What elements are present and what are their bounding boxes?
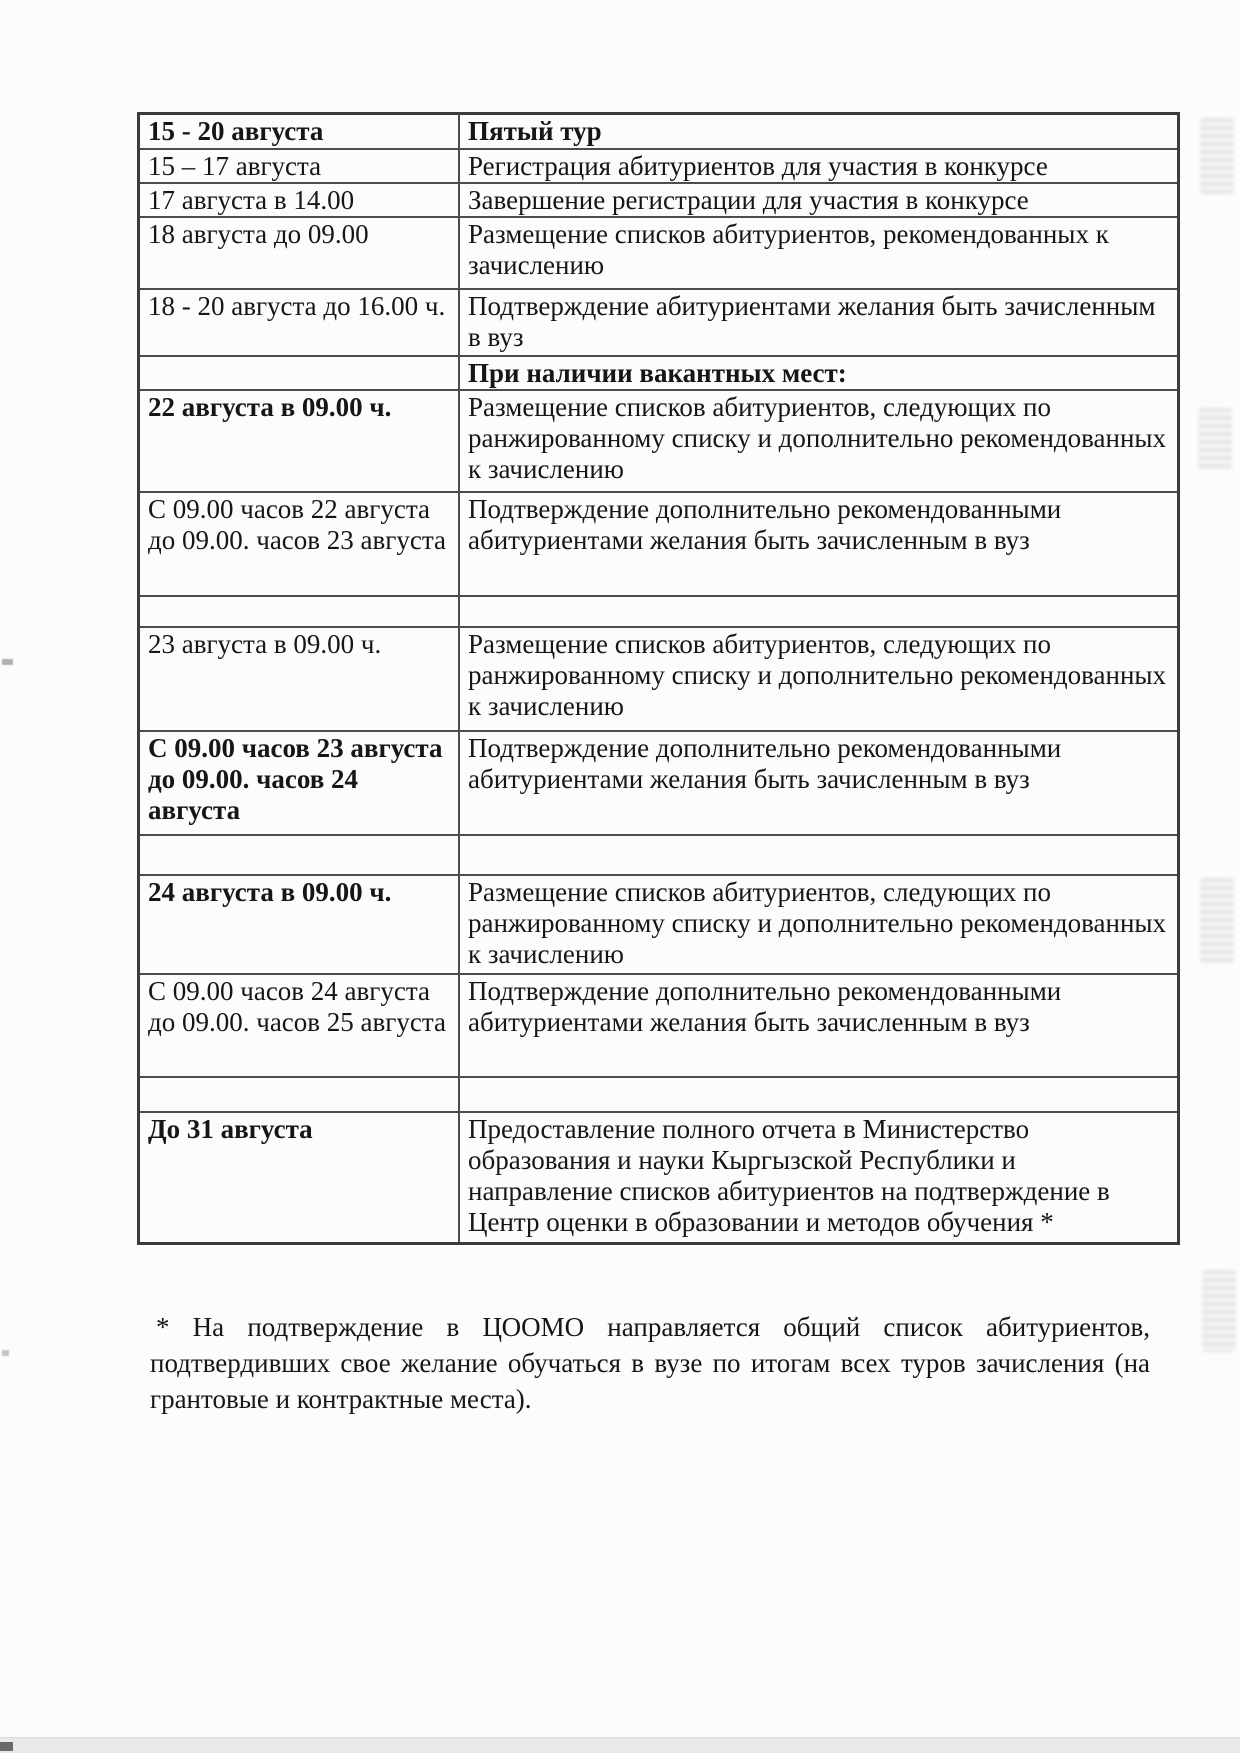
date-cell: 23 августа в 09.00 ч.	[139, 627, 460, 731]
table-row	[139, 183, 1179, 217]
table-row	[139, 289, 1179, 356]
scan-artifact	[1198, 408, 1232, 470]
date-cell: С 09.00 часов 24 августа до 09.00. часов 25 августа	[139, 974, 460, 1077]
activity-cell	[459, 835, 1179, 875]
scan-artifact	[0, 1742, 13, 1751]
activity-cell: Завершение регистрации для участия в конкурсе	[459, 183, 1179, 217]
activity-cell: Подтверждение абитуриентами желания быть зачисленным в вуз	[459, 289, 1179, 356]
table-row	[139, 596, 1179, 627]
activity-cell: Подтверждение дополнительно рекомендованными абитуриентами желания быть зачисленным в вуз	[459, 731, 1179, 835]
date-cell: 15 - 20 августа	[139, 114, 460, 149]
footnote-text: * На подтверждение в ЦООМО направляется общий список абитуриентов, подтвердивших свое желание обучаться в вузе по итогам всех туров зачисления (на грантовые и контрактные места).	[150, 1312, 1150, 1414]
date-cell: 18 - 20 августа до 16.00 ч.	[139, 289, 460, 356]
activity-cell: Предоставление полного отчета в Министерство образования и науки Кыргызской Республики и направление списков абитуриентов на подтверждение в Центр оценки в образовании и методов обучения *	[459, 1112, 1179, 1244]
scan-artifact	[2, 659, 13, 665]
date-cell: 22 августа в 09.00 ч.	[139, 390, 460, 492]
date-cell	[139, 356, 460, 390]
activity-cell: Размещение списков абитуриентов, следующих по ранжированному списку и дополнительно рекомендованных к зачислению	[459, 627, 1179, 731]
date-cell: 18 августа до 09.00	[139, 217, 460, 289]
activity-cell	[459, 1077, 1179, 1112]
activity-cell	[459, 596, 1179, 627]
scan-artifact	[0, 1737, 1240, 1753]
activity-cell: Размещение списков абитуриентов, следующих по ранжированному списку и дополнительно рекомендованных к зачислению	[459, 390, 1179, 492]
activity-cell: При наличии вакантных мест:	[459, 356, 1179, 390]
date-cell	[139, 596, 460, 627]
table-row	[139, 356, 1179, 390]
date-cell	[139, 835, 460, 875]
activity-cell: Подтверждение дополнительно рекомендованными абитуриентами желания быть зачисленным в вуз	[459, 492, 1179, 596]
table-row	[139, 875, 1179, 974]
table-row	[139, 492, 1179, 596]
date-cell: С 09.00 часов 22 августа до 09.00. часов 23 августа	[139, 492, 460, 596]
activity-cell: Размещение списков абитуриентов, следующих по ранжированному списку и дополнительно рекомендованных к зачислению	[459, 875, 1179, 974]
activity-cell: Регистрация абитуриентов для участия в конкурсе	[459, 149, 1179, 183]
table-row	[139, 1112, 1179, 1244]
admission-schedule-table	[137, 112, 1180, 1245]
table-row	[139, 149, 1179, 183]
table-row	[139, 835, 1179, 875]
table-row	[139, 974, 1179, 1077]
scan-artifact	[1200, 878, 1234, 964]
table-row	[139, 390, 1179, 492]
table-row	[139, 217, 1179, 289]
scan-artifact	[2, 1350, 9, 1356]
date-cell: 15 – 17 августа	[139, 149, 460, 183]
date-cell	[139, 1077, 460, 1112]
activity-cell: Подтверждение дополнительно рекомендованными абитуриентами желания быть зачисленным в вуз	[459, 974, 1179, 1077]
table-row	[139, 731, 1179, 835]
date-cell: С 09.00 часов 23 августа до 09.00. часов 24 августа	[139, 731, 460, 835]
table-row	[139, 1077, 1179, 1112]
scan-artifact	[1200, 118, 1234, 194]
scan-artifact	[1202, 1270, 1236, 1352]
table-row	[139, 114, 1179, 149]
date-cell: 17 августа в 14.00	[139, 183, 460, 217]
table-row	[139, 627, 1179, 731]
activity-cell: Пятый тур	[459, 114, 1179, 149]
date-cell: 24 августа в 09.00 ч.	[139, 875, 460, 974]
date-cell: До 31 августа	[139, 1112, 460, 1244]
activity-cell: Размещение списков абитуриентов, рекомендованных к зачислению	[459, 217, 1179, 289]
